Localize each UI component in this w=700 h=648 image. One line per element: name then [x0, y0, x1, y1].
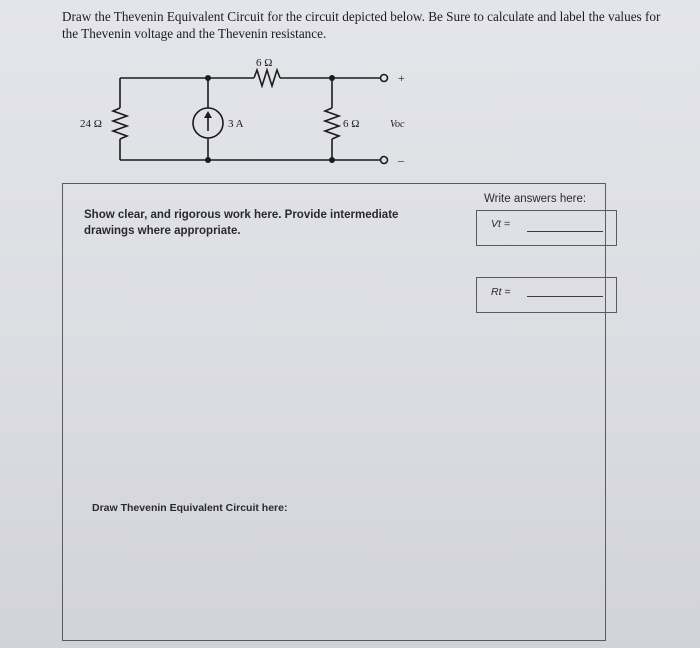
draw-instructions: Draw Thevenin Equivalent Circuit here: — [92, 502, 288, 514]
terminal-top — [381, 75, 388, 82]
label-voc: Voc — [390, 119, 405, 130]
resistor-left — [113, 108, 127, 139]
problem-instructions: Draw the Thevenin Equivalent Circuit for the circuit depicted below. Be Sure to calculate and label the values for the Thevenin voltage and the Thevenin resistance. — [62, 9, 661, 41]
label-terminal-plus: + — [398, 71, 405, 85]
terminal-bottom — [381, 157, 388, 164]
node-bottom-right — [329, 157, 335, 163]
label-terminal-minus: – — [398, 153, 404, 167]
node-bottom-source — [205, 157, 211, 163]
rt-label: Rt = — [491, 286, 511, 298]
resistor-right — [325, 108, 339, 139]
source-arrow-head — [204, 111, 212, 118]
vt-label: Vt = — [491, 218, 510, 230]
node-top-source — [205, 75, 211, 81]
vt-answer-line[interactable] — [527, 231, 603, 232]
work-instructions: Show clear, and rigorous work here. Provide intermediate drawings where appropriate. — [84, 209, 399, 237]
node-top-right — [329, 75, 335, 81]
rt-answer-box — [476, 277, 617, 313]
label-resistor-right: 6 Ω — [343, 118, 360, 130]
label-current-source: 3 A — [228, 118, 244, 130]
vt-answer-box — [476, 210, 617, 246]
resistor-top — [254, 70, 280, 86]
work-area-box — [62, 183, 606, 641]
answers-title: Write answers here: — [484, 193, 587, 205]
label-resistor-left: 24 Ω — [80, 118, 102, 130]
rt-answer-line[interactable] — [527, 296, 603, 297]
circuit-diagram — [0, 0, 700, 180]
label-resistor-top: 6 Ω — [256, 57, 273, 69]
